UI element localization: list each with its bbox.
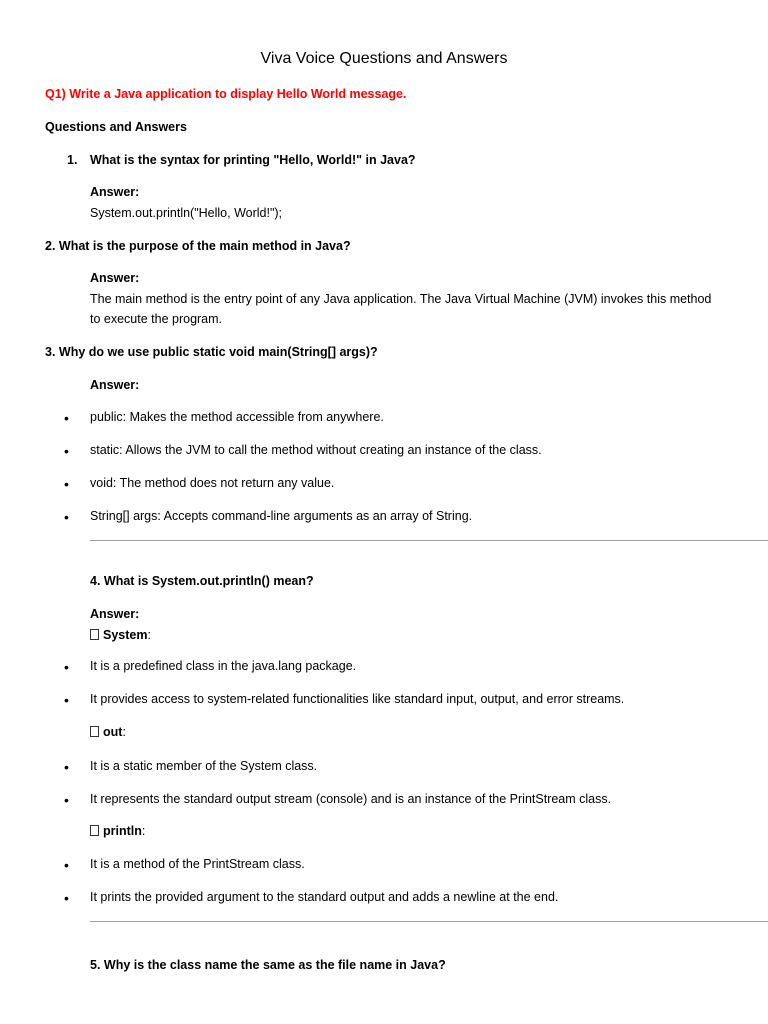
q2-answer-line: The main method is the entry point of any Java application. The Java Virtual Machine (JVM) invokes this method bbox=[90, 292, 712, 306]
bullet-dot: • bbox=[64, 659, 69, 675]
out-label: out bbox=[103, 725, 123, 739]
q3-bullet-item: String[] args: Accepts command-line arguments as an array of String. bbox=[90, 509, 473, 523]
out-bullet-item: It is a static member of the System class. bbox=[90, 759, 318, 773]
system-subheading bbox=[90, 625, 151, 645]
bullet-dot: • bbox=[64, 890, 69, 906]
missing-glyph-icon bbox=[90, 629, 99, 640]
system-bullet-item: It is a predefined class in the java.lang package. bbox=[90, 659, 357, 673]
bullet-dot: • bbox=[64, 759, 69, 775]
q4-question: 4. What is System.out.println() mean? bbox=[90, 574, 314, 588]
missing-glyph-icon bbox=[90, 726, 99, 737]
q2-question: 2. What is the purpose of the main method in Java? bbox=[45, 239, 351, 253]
colon: : bbox=[122, 725, 126, 739]
answer-label: Answer: bbox=[90, 185, 140, 199]
bullet-dot: • bbox=[64, 509, 69, 525]
section-heading: Questions and Answers bbox=[45, 120, 187, 134]
println-subheading bbox=[90, 821, 145, 841]
bullet-dot: • bbox=[64, 410, 69, 426]
system-label: System bbox=[103, 628, 148, 642]
bullet-dot: • bbox=[64, 443, 69, 459]
q5-question: 5. Why is the class name the same as the file name in Java? bbox=[90, 958, 446, 972]
out-bullet-item: It represents the standard output stream (console) and is an instance of the PrintStream class. bbox=[90, 792, 612, 806]
q1-heading: Q1) Write a Java application to display Hello World message. bbox=[45, 87, 407, 101]
q1-number: 1. bbox=[67, 153, 78, 167]
section-divider bbox=[90, 540, 768, 541]
q3-bullet-item: public: Makes the method accessible from anywhere. bbox=[90, 410, 384, 424]
colon: : bbox=[147, 628, 151, 642]
section-divider bbox=[90, 921, 768, 922]
missing-glyph-icon bbox=[90, 825, 99, 836]
q2-answer-line: to execute the program. bbox=[90, 312, 223, 326]
out-subheading bbox=[90, 722, 126, 742]
bullet-dot: • bbox=[64, 857, 69, 873]
q1-question: What is the syntax for printing "Hello, World!" in Java? bbox=[90, 153, 416, 167]
answer-label: Answer: bbox=[90, 607, 140, 621]
println-bullet-item: It prints the provided argument to the standard output and adds a newline at the end. bbox=[90, 890, 559, 904]
bullet-dot: • bbox=[64, 476, 69, 492]
bullet-dot: • bbox=[64, 692, 69, 708]
q3-bullet-item: static: Allows the JVM to call the method without creating an instance of the class. bbox=[90, 443, 542, 457]
document-title: Viva Voice Questions and Answers bbox=[260, 50, 508, 67]
answer-label: Answer: bbox=[90, 271, 140, 285]
q3-question: 3. Why do we use public static void main(String[] args)? bbox=[45, 345, 378, 359]
colon: : bbox=[141, 824, 146, 838]
q1-answer: System.out.println("Hello, World!"); bbox=[90, 206, 283, 220]
system-bullet-item: It provides access to system-related functionalities like standard input, output, and error streams. bbox=[90, 692, 625, 706]
println-label: println bbox=[103, 824, 142, 838]
q3-bullet-item: void: The method does not return any value. bbox=[90, 476, 335, 490]
println-bullet-item: It is a method of the PrintStream class. bbox=[90, 857, 305, 871]
answer-label: Answer: bbox=[90, 378, 140, 392]
bullet-dot: • bbox=[64, 792, 69, 808]
